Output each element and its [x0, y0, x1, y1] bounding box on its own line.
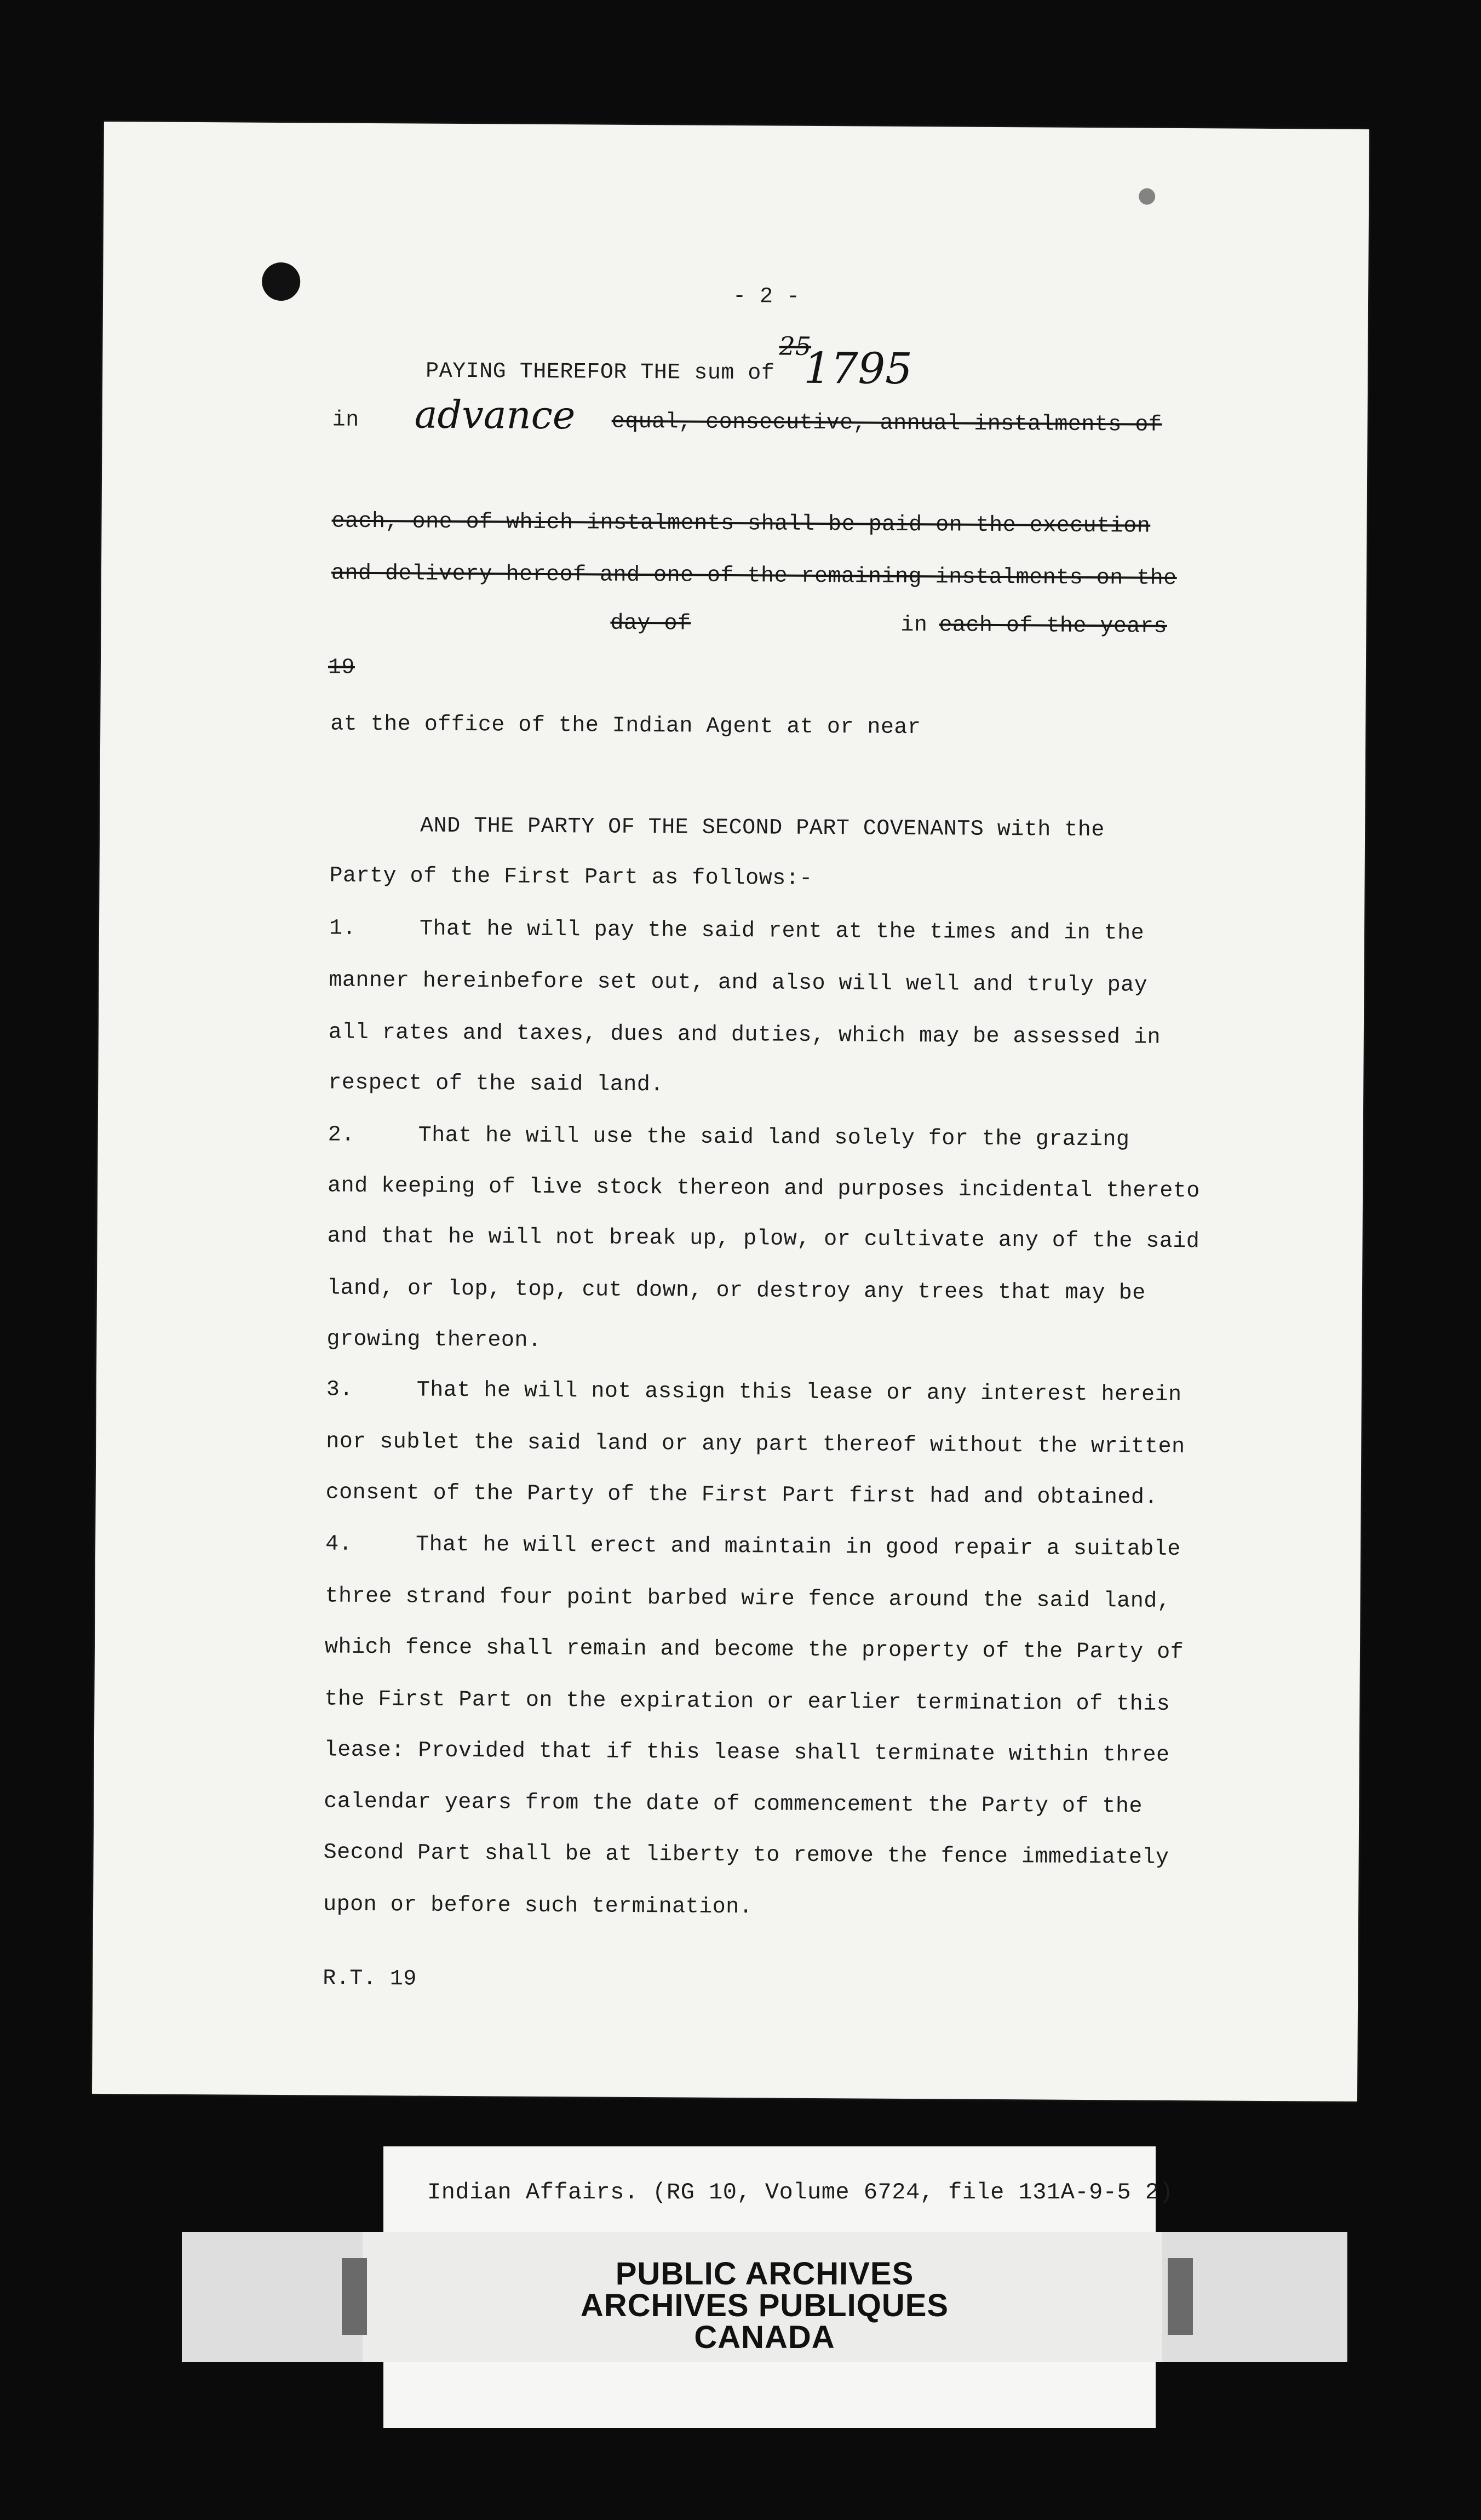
- text-line: land, or lop, top, cut down, or destroy any trees that may be: [326, 1276, 1146, 1306]
- text-line: which fence shall remain and become the property of the Party of: [324, 1635, 1184, 1665]
- text-line: Party of the First Part as follows:-: [329, 863, 813, 891]
- document-page: [92, 122, 1369, 2101]
- struck-text-line: each, one of which instalments shall be paid on the execution: [331, 509, 1151, 539]
- stamp-line-1: PUBLIC ARCHIVES: [615, 2256, 914, 2292]
- text-line: growing thereon.: [326, 1327, 542, 1353]
- text-line: lease: Provided that if this lease shall terminate within three: [324, 1738, 1170, 1768]
- form-code: R.T. 19: [323, 1966, 417, 1992]
- text-line: all rates and taxes, dues and duties, which may be assessed in: [328, 1020, 1161, 1050]
- struck-text-line: 19: [328, 655, 355, 680]
- text-line: That he will pay the said rent at the times and in the: [419, 917, 1145, 946]
- struck-text-line: each of the years: [939, 613, 1168, 639]
- text-line: That he will erect and maintain in good repair a suitable: [416, 1532, 1181, 1562]
- text-line: PAYING THEREFOR THE sum of: [426, 359, 775, 386]
- text-line: consent of the Party of the First Part first had and obtained.: [325, 1480, 1158, 1510]
- text-line: in: [332, 408, 359, 433]
- ink-blot: [1139, 188, 1155, 205]
- text-line: in: [900, 612, 928, 638]
- archive-reference: Indian Affairs. (RG 10, Volume 6724, file 131A-9-5 2): [427, 2179, 1174, 2206]
- clause-number: 1.: [329, 916, 357, 941]
- text-line: and that he will not break up, plow, or cultivate any of the said: [327, 1224, 1200, 1255]
- text-line: at the office of the Indian Agent at or near: [330, 712, 921, 741]
- text-line: calendar years from the date of commencement the Party of the: [324, 1789, 1143, 1819]
- clause-number: 2.: [328, 1122, 355, 1148]
- text-line: and keeping of live stock thereon and purposes incidental thereto: [328, 1173, 1201, 1204]
- text-line: Second Part shall be at liberty to remove the fence immediately: [323, 1840, 1169, 1870]
- text-line: manner hereinbefore set out, and also will well and truly pay: [329, 968, 1148, 998]
- handwritten-struck-amount: 25: [779, 331, 812, 361]
- text-line: upon or before such termination.: [323, 1892, 753, 1920]
- stamp-line-3: CANADA: [694, 2319, 835, 2355]
- struck-text-line: day of: [610, 611, 691, 637]
- text-line: respect of the said land.: [328, 1070, 664, 1098]
- text-line: the First Part on the expiration or earlier termination of this: [324, 1687, 1170, 1717]
- page-number: - 2 -: [732, 284, 800, 310]
- archive-reference-label: [383, 2146, 1174, 2240]
- text-line: nor sublet the said land or any part thereof without the written: [326, 1429, 1185, 1460]
- archive-stamp-band: [182, 2232, 1347, 2362]
- handwritten-word: advance: [414, 392, 576, 438]
- struck-text-line: and delivery hereof and one of the remaining instalments on the: [331, 561, 1177, 591]
- text-line: That he will not assign this lease or any interest herein: [416, 1378, 1182, 1408]
- archive-label-bottom: [383, 2362, 1156, 2428]
- handwritten-amount: 1795: [803, 343, 913, 394]
- ink-blot: [262, 262, 300, 301]
- clause-number: 4.: [325, 1532, 353, 1557]
- text-line: AND THE PARTY OF THE SECOND PART COVENANTS with the: [420, 814, 1105, 843]
- text-line: That he will use the said land solely for the grazing: [418, 1123, 1130, 1153]
- struck-text-line: equal, consecutive, annual instalments of: [611, 409, 1162, 438]
- text-line: three strand four point barbed wire fence around the said land,: [325, 1584, 1171, 1614]
- stamp-line-2: ARCHIVES PUBLIQUES: [580, 2288, 949, 2323]
- clause-number: 3.: [326, 1377, 354, 1402]
